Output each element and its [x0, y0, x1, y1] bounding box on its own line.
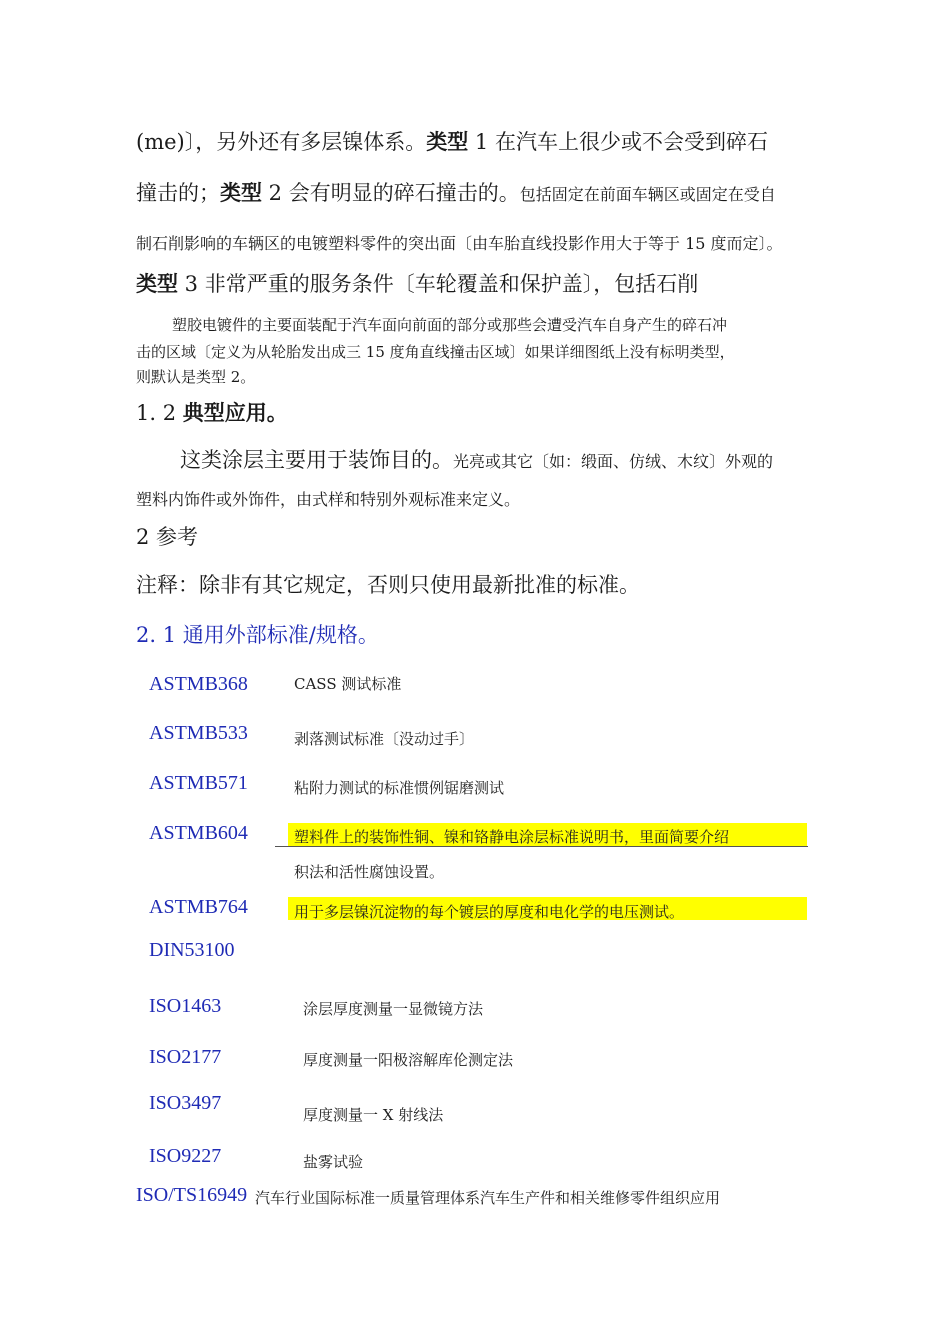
type-label: 类型 [220, 180, 262, 205]
section-1-2-line2: 塑料内饰件或外饰件，由式样和特别外观标准来定义。 [136, 490, 521, 509]
standard-desc-continued: 积法和活性腐蚀设置。 [294, 863, 445, 881]
para1-line3: 制石削影响的车辆区的电镀塑料零件的突出面〔由车胎直线投影作用大于等于 15 度而定〕。 [136, 234, 783, 253]
standard-desc: 涂层厚度测量一显微镜方法 [303, 1000, 484, 1018]
standard-code: ISO/TS16949 [136, 1184, 248, 1206]
standard-desc: 汽车行业国际标准一质量管理体系汽车生产件和相关维修零件组织应用 [255, 1189, 721, 1207]
standard-code: ASTMB764 [149, 896, 248, 918]
standard-desc: 用于多层镍沉淀物的每个镀层的厚度和电化学的电压测试。 [294, 903, 685, 921]
standard-desc: 剥落测试标准〔没动过手〕 [294, 730, 475, 748]
standard-code: ASTMB368 [149, 673, 248, 695]
standard-code: ISO9227 [149, 1145, 222, 1167]
section-1-2-title: 典型应用。 [182, 400, 288, 425]
section-2-note: 注释：除非有其它规定，否则只使用最新批准的标准。 [136, 573, 640, 597]
standard-code: ASTMB533 [149, 722, 248, 744]
para1-line2-d: 包括固定在前面车辆区或固定在受自 [519, 185, 776, 204]
para2-line3: 则默认是类型 2。 [136, 368, 256, 386]
standard-desc: 盐雾试验 [303, 1153, 364, 1171]
para2-line2: 击的区域〔定义为从轮胎发出成三 15 度角直线撞击区域〕如果详细图纸上没有标明类型， [136, 343, 735, 361]
type-label: 类型 [136, 271, 178, 296]
para1-line1-c: 1 在汽车上很少或不会受到碎石 [468, 130, 768, 154]
section-1-2-heading [136, 397, 288, 427]
section-1-2-line1-a: 这类涂层主要用于装饰目的。 [180, 448, 453, 472]
standard-desc: 厚度测量一阳极溶解库伦测定法 [303, 1051, 514, 1069]
section-1-2-line1 [180, 444, 773, 474]
section-1-2-number: 1. 2 [136, 401, 183, 425]
standard-desc: 塑料件上的装饰性铜、镍和铬静电涂层标准说明书，里面简要介绍 [294, 828, 730, 846]
para1-line1 [136, 126, 768, 156]
para1-line2-c: 2 会有明显的碎石撞击的。 [262, 181, 520, 205]
para1-line4 [136, 268, 698, 298]
para1-line2-a: 撞击的； [136, 181, 220, 205]
standard-desc: 粘附力测试的标准惯例锯磨测试 [294, 779, 505, 797]
standard-desc: CASS 测试标准 [294, 675, 402, 693]
standard-desc: 厚度测量一 X 射线法 [303, 1106, 444, 1124]
standard-code: ASTMB604 [149, 822, 248, 844]
type-label: 类型 [426, 129, 469, 154]
standard-code: ISO1463 [149, 995, 222, 1017]
section-2-heading: 2 参考 [136, 525, 199, 549]
standard-code: ISO3497 [149, 1092, 222, 1114]
para2-line1: 塑胶电镀件的主要面装配于汽车面向前面的部分或那些会遭受汽车自身产生的碎石冲 [172, 316, 728, 334]
para1-line1-a: (me)〕，另外还有多层镍体系。 [136, 130, 427, 154]
section-1-2-line1-b: 光亮或其它〔如：缎面、仿绒、木纹〕外观的 [453, 452, 774, 471]
standard-code: ISO2177 [149, 1046, 222, 1068]
section-2-1-heading: 2. 1 通用外部标准/规格。 [136, 623, 379, 647]
standard-code: DIN53100 [149, 939, 235, 961]
standard-code: ASTMB571 [149, 772, 248, 794]
para1-line2 [136, 177, 776, 207]
para1-line4-b: 3 非常严重的服务条件〔车轮覆盖和保护盖〕，包括石削 [178, 272, 699, 296]
